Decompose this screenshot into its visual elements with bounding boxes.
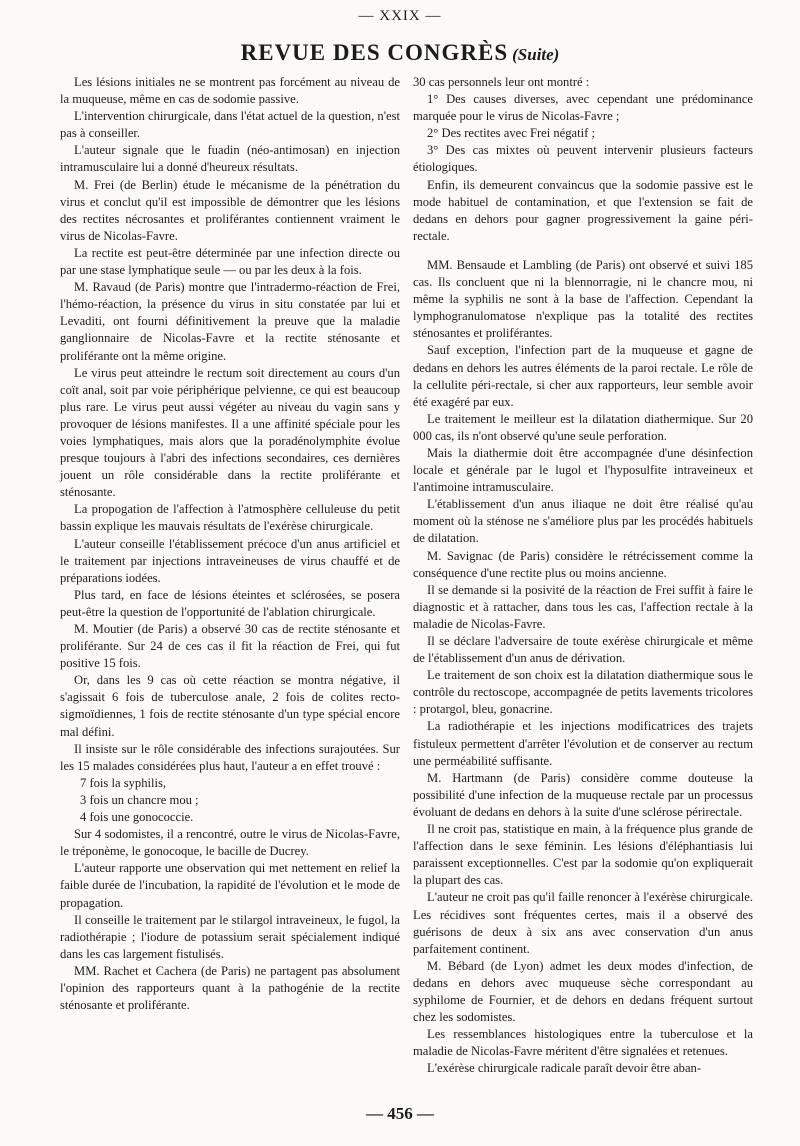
paragraph: Les ressemblances histologiques entre la tuberculose et la maladie de Nicolas-Favre méritent d'être signalées et retenues.: [413, 1027, 753, 1059]
paragraph: La propogation de l'affection à l'atmosphère celluleuse du petit bassin explique les mauvais résultats de l'exérèse chirurgicale.: [60, 502, 400, 534]
left-column: [60, 74, 400, 1014]
paragraph: 30 cas personnels leur ont montré :: [413, 75, 590, 89]
paragraph: Plus tard, en face de lésions éteintes et sclérosées, se posera peut-être la question de l'opportunité de l'ablation chirurgicale.: [60, 587, 400, 619]
paragraph: M. Bébard (de Lyon) admet les deux modes d'infection, de dedans en dehors avec muqueuse sèche correspondant au syphilome de Fournier, et de dehors en dedans fréquent surtout chez les sodomistes.: [413, 958, 753, 1025]
paragraph: L'auteur signale que le fuadin (néo-antimosan) en injection intramusculaire lui a donné d'heureux résultats.: [60, 143, 400, 175]
paragraph: Le traitement le meilleur est la dilatation diathermique. Sur 20 000 cas, ils n'ont observé qu'une seule perforation.: [413, 411, 753, 443]
paragraph: Il conseille le traitement par le stilargol intraveineux, le fugol, la radiothérapie ; l'iodure de potassium serait spécialement indiqué dans les cas largement fistulisés.: [60, 912, 400, 961]
paragraph: M. Moutier (de Paris) a observé 30 cas de rectite sténosante et proliférante. Sur 24 de ces cas il fit la réaction de Frei, qui fut positive 15 fois.: [60, 622, 400, 671]
paragraph: Il se demande si la posivité de la réaction de Frei suffit à faire le diagnostic et à rattacher, dans tous les cas, l'affection rectale à la maladie de Nicolas-Favre.: [413, 582, 753, 631]
paragraph: L'auteur conseille l'établissement précoce d'un anus artificiel et le traitement par injections intraveineuses de virus chauffé et de préparations iodées.: [60, 536, 400, 585]
paragraph: Or, dans les 9 cas où cette réaction se montra négative, il s'agissait 6 fois de tuberculose anale, 2 fois de colites recto-sigmoïdiennes, 1 fois de rectite sténosante d'un type spécial encore mal défini.: [60, 673, 400, 739]
paragraph: Les lésions initiales ne se montrent pas forcément au niveau de la muqueuse, même en cas de sodomie passive.: [60, 75, 400, 107]
paragraph: La radiothérapie et les injections modificatrices des trajets fistuleux permettent d'arrêter l'évolution et de conserver au rectum une perméabilité suffisante.: [413, 719, 753, 768]
paragraph: L'établissement d'un anus iliaque ne doit être réalisé qu'au moment où la sténose ne s'améliore plus par les procédés habituels de dilatation.: [413, 497, 753, 546]
paragraph: Il se déclare l'adversaire de toute exérèse chirurgicale et même de l'établissement d'un anus de dérivation.: [413, 634, 753, 666]
paragraph: L'intervention chirurgicale, dans l'état actuel de la question, n'est pas à conseiller.: [60, 109, 400, 141]
section-title-text: REVUE DES CONGRÈS: [240, 40, 509, 65]
paragraph: M. Hartmann (de Paris) considère comme douteuse la possibilité d'une infection de la muqueuse rectale par un processus évoluant de dedans en dehors à la suite d'une sclérose périrectale.: [413, 770, 753, 819]
paragraph: Il insiste sur le rôle considérable des infections surajoutées. Sur les 15 malades considérées plus haut, l'auteur a en effet trouvé :: [60, 741, 400, 773]
paragraph: La rectite est peut-être déterminée par une infection directe ou par une stase lymphatique seule — ou par les deux à la fois.: [60, 245, 400, 278]
paragraph: M. Ravaud (de Paris) montre que l'intradermo-réaction de Frei, l'hémo-réaction, la présence du virus in situ constatée par lui et Levaditi, ont fourni définitivement la preuve que la maladie ganglionnaire de Nicolas-Favre et la rectite sténosante et proliférante ont la même origine.: [60, 280, 400, 363]
paragraph: Mais la diathermie doit être accompagnée d'une désinfection locale et générale par le lugol et l'hyposulfite intraveineux et l'antimoine intramusculaire.: [413, 445, 753, 495]
paragraph: Le virus peut atteindre le rectum soit directement au cours d'un coït anal, soit par voie périphérique pelvienne, ce qui est beaucoup plus rare. Le virus peut aussi végéter au niveau du vagin sans y provoquer de lésions manifestes. Il a une affinité spéciale pour les voies lymphatiques, mais alors que la poradénolymphite évolue presque toujours à l'abri des infections secondaires, ces dernières jouent un rôle considérable dans la rectite proliférante et sténosante.: [60, 365, 400, 500]
paragraph: Sur 4 sodomistes, il a rencontré, outre le virus de Nicolas-Favre, le tréponème, le gonocoque, le bacille de Ducrey.: [60, 827, 400, 859]
paragraph: 3° Des cas mixtes où peuvent intervenir plusieurs facteurs étiologiques.: [413, 143, 753, 175]
paragraph: L'exérèse chirurgicale radicale paraît devoir être aban-: [427, 1061, 702, 1076]
paragraph: 3 fois un chancre mou ;: [80, 792, 199, 807]
paragraph: Il ne croit pas, statistique en main, à la fréquence plus grande de l'affection dans le sexe féminin. Les lésions d'éléphantiasis lui paraissent exceptionnelles. C'est par la sodomie qu'on expliquerait la plupart des cas.: [413, 822, 753, 888]
paragraph: 2° Des rectites avec Frei négatif ;: [427, 126, 595, 141]
section-title: [0, 40, 800, 66]
paragraph: L'auteur ne croit pas qu'il faille renoncer à l'exérèse chirurgicale. Les récidives sont fréquentes certes, mais il a observé des guérisons de deux à six ans avec conservation d'un anus parfaitement continent.: [413, 890, 753, 956]
roman-folio: — XXIX —: [358, 8, 442, 24]
paragraph: Enfin, ils demeurent convaincus que la sodomie passive est le mode habituel de contamination, et que l'extension se fait de dedans en dehors pour gagner progressivement la gaine péri-rectale.: [413, 177, 753, 243]
paragraph: 7 fois la syphilis,: [80, 775, 167, 790]
paragraph: M. Frei (de Berlin) étude le mécanisme de la pénétration du virus et conclut qu'il est impossible de démontrer que les lésions des rectites nécrosantes et proliférantes contiennent vraiment le virus de Nicolas-Favre.: [60, 177, 400, 243]
paragraph: M. Savignac (de Paris) considère le rétrécissement comme la conséquence d'une rectite plus ou moins ancienne.: [413, 548, 753, 580]
paragraph: Le traitement de son choix est la dilatation diathermique sous le contrôle du rectoscope, accompagnée de petits lavements tricolores : protargol, bleu, gonacrine.: [413, 668, 753, 717]
paragraph: 4 fois une gonococcie.: [80, 810, 194, 825]
section-title-suite: (Suite): [512, 45, 560, 64]
page-number: — 456 —: [366, 1104, 434, 1123]
right-column: [413, 74, 753, 1077]
paragraph: MM. Bensaude et Lambling (de Paris) ont observé et suivi 185 cas. Ils concluent que ni la blennorragie, ni le chancre mou, ni même la syphilis ne sont à la base de l'affection. Cependant la lymphogranulomatose n'explique pas la totalité des rectites sténosantes et proliférantes.: [413, 257, 753, 341]
paragraph: Sauf exception, l'infection part de la muqueuse et gagne de dedans en dehors les autres éléments de la paroi rectale. Le rôle de la cellulite péri-rectale, si cher aux rapporteurs, leur semble avoir été exagéré par eux.: [413, 343, 753, 409]
paragraph: MM. Rachet et Cachera (de Paris) ne partagent pas absolument l'opinion des rapporteurs quant à la pathogénie de la rectite sténosante et proliférante.: [60, 963, 400, 1013]
paragraph: L'auteur rapporte une observation qui met nettement en relief la faible durée de l'incubation, la rapidité de l'évolution et le mode de propagation.: [60, 861, 400, 910]
paragraph: 1° Des causes diverses, avec cependant une prédominance marquée pour le virus de Nicolas-Favre ;: [413, 92, 753, 124]
